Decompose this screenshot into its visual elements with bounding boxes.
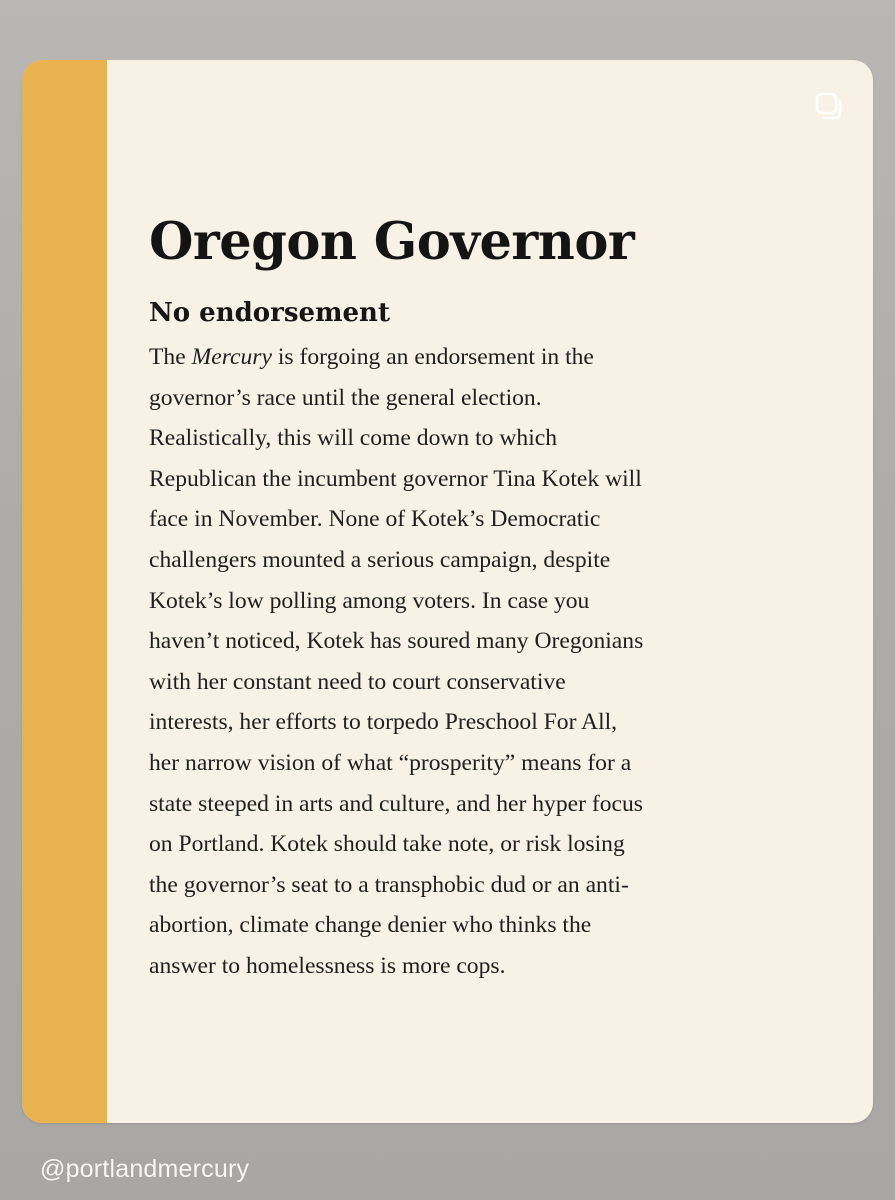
account-handle-link[interactable]: @portlandmercury (40, 1155, 250, 1183)
body-line: challengers mounted a serious campaign, despite (149, 546, 611, 573)
body-line: governor’s race until the general election. (149, 384, 542, 411)
body-line: answer to homelessness is more cops. (149, 952, 506, 979)
article-content (149, 210, 809, 987)
article-body (149, 337, 809, 987)
body-line: interests, her efforts to torpedo Preschool For All, (149, 709, 618, 736)
body-line (149, 337, 809, 378)
body-line: Republican the incumbent governor Tina Kotek will (149, 465, 642, 492)
body-line: the governor’s seat to a transphobic dud or an anti- (149, 871, 629, 898)
copy-icon-graphic (815, 92, 845, 122)
body-line-post: is forgoing an endorsement in the (271, 344, 594, 370)
body-line-pre: The (149, 344, 192, 370)
article-subtitle: No endorsement (149, 298, 390, 328)
body-line: Kotek’s low polling among voters. In case you (149, 587, 590, 614)
accent-stripe (22, 60, 107, 1123)
article-title: Oregon Governor (149, 212, 635, 272)
copy-icon[interactable] (815, 92, 845, 122)
body-line: face in November. None of Kotek’s Democratic (149, 506, 601, 533)
publication-name: Mercury (191, 344, 272, 370)
body-line: on Portland. Kotek should take note, or risk losing (149, 831, 625, 858)
body-line: Realistically, this will come down to which (149, 425, 558, 452)
body-line: state steeped in arts and culture, and her hyper focus (149, 790, 643, 817)
body-line: abortion, climate change denier who thinks the (149, 912, 592, 939)
body-line: her narrow vision of what “prosperity” means for a (149, 749, 632, 776)
body-line: with her constant need to court conservative (149, 668, 566, 695)
body-line: haven’t noticed, Kotek has soured many Oregonians (149, 628, 644, 655)
post-card (22, 60, 873, 1123)
